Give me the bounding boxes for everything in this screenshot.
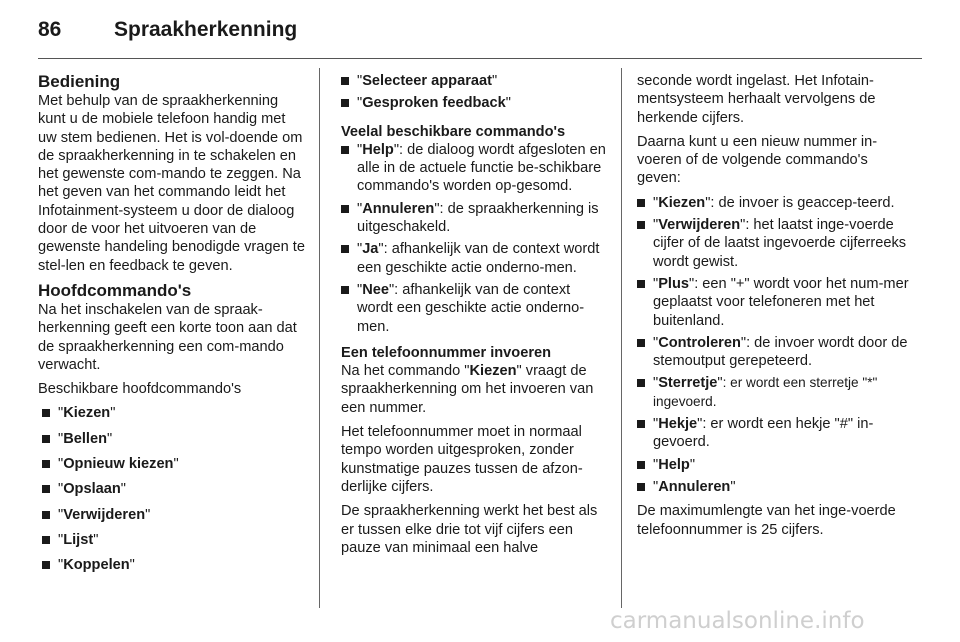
bullet-icon: [42, 409, 50, 417]
list-item: "Verwijderen": het laatst inge-voerde cijfer of de laatst ingevoerde cijferreeks wordt gewist.: [637, 216, 909, 271]
command-name: Plus: [658, 275, 690, 292]
header-rule: [38, 58, 922, 59]
command-name: Koppelen: [63, 557, 130, 574]
paragraph-telefoon-3: De spraakherkenning werkt het best als er tussen elke drie tot vijf cijfers een pauze van minimaal een halve: [341, 503, 598, 556]
list-item: "Nee": afhankelijk van de context wordt een geschikte actie onderno-men.: [341, 281, 609, 336]
list-item: "Help": [637, 456, 909, 474]
bullet-icon: [341, 146, 349, 154]
bullet-icon: [637, 339, 645, 347]
bullet-icon: [341, 205, 349, 213]
command-name: Annuleren: [362, 200, 435, 217]
column-3: [637, 72, 909, 545]
list-item: "Gesproken feedback": [341, 94, 609, 112]
bullet-icon: [637, 461, 645, 469]
command-description: : de dialoog wordt afgesloten en alle in de actuele functie be-schikbare commando's worden op-gesomd.: [357, 141, 606, 195]
list-item: "Controleren": de invoer wordt door de stemoutput gerepeteerd.: [637, 334, 909, 371]
list-item: "Kiezen": de invoer is geaccep-teerd.: [637, 194, 909, 212]
column-divider-1: [319, 68, 320, 608]
command-description: : er wordt een hekje "#" in-gevoerd.: [653, 416, 874, 451]
command-name: Kiezen: [658, 194, 706, 211]
bullet-icon: [42, 511, 50, 519]
command-description: : afhankelijk van de context wordt een geschikte actie onderno-men.: [357, 241, 600, 276]
list-item: "Kiezen": [42, 404, 308, 422]
heading-hoofdcommandos: Hoofdcommando's: [38, 280, 192, 300]
paragraph-hoofdcommandos: Na het inschakelen van de spraak-herkenning geeft een korte toon aan dat de spraakherkenning een com-mando verwacht.: [38, 301, 297, 373]
bullet-icon: [42, 460, 50, 468]
command-name: Opslaan: [63, 481, 121, 498]
command-description: : de invoer wordt door de stemoutput gerepeteerd.: [653, 334, 908, 370]
text-fragment: Na het commando ": [341, 363, 470, 380]
page-number: 86: [38, 18, 62, 41]
heading-telefoonnummer: Een telefoonnummer invoeren: [341, 344, 552, 361]
column-divider-2: [621, 68, 622, 608]
list-item: "Help": de dialoog wordt afgesloten en alle in de actuele functie be-schikbare commando's worden op-gesomd.: [341, 141, 609, 196]
bullet-icon: [637, 199, 645, 207]
bullet-icon: [637, 420, 645, 428]
list-item: "Opnieuw kiezen": [42, 455, 308, 473]
page-title: Spraakherkenning: [114, 18, 298, 41]
bullet-icon: [637, 221, 645, 229]
list-item: "Annuleren": [637, 478, 909, 496]
list-item: "Lijst": [42, 531, 308, 549]
paragraph-maximum: De maximumlengte van het inge-voerde telefoonnummer is 25 cijfers.: [637, 503, 896, 538]
command-name: Controleren: [658, 334, 741, 351]
paragraph-daarna: Daarna kunt u een nieuw nummer in-voeren of de volgende commando's geven:: [637, 133, 878, 187]
bullet-icon: [637, 379, 645, 387]
list-item: "Koppelen": [42, 556, 308, 574]
bullet-icon: [42, 536, 50, 544]
command-description: : de invoer is geaccep-teerd.: [710, 194, 895, 211]
command-name: Verwijderen: [658, 217, 741, 234]
command-name: Gesproken feedback: [362, 95, 506, 112]
list-item: "Opslaan": [42, 480, 308, 498]
command-description: : er wordt een sterretje "*" ingevoerd.: [653, 375, 878, 409]
paragraph-telefoon-1: [341, 362, 609, 417]
paragraph-continued: seconde wordt ingelast. Het Infotain-mentsysteem herhaalt vervolgens de herkende cijfers.: [637, 73, 876, 126]
bullet-icon: [42, 485, 50, 493]
bullet-icon: [341, 245, 349, 253]
paragraph-bediening: Met behulp van de spraakherkenning kunt u de mobiele telefoon handig met uw stem bedienen. Het is vol-doende om de spraakherkenning in te schakelen en het gewenste com-mando te zeggen. Na het geven van het commando leidt het Infotainment-systeem u door de dialoog door de voor het uitvoeren van de gewenste handeling benodigde vragen te stel-len en feedback te geven.: [38, 93, 305, 274]
bullet-icon: [637, 280, 645, 288]
bullet-icon: [341, 99, 349, 107]
command-name: Annuleren: [658, 478, 731, 495]
command-name: Ja: [362, 241, 379, 258]
bullet-icon: [637, 483, 645, 491]
command-name: Hekje: [658, 416, 698, 433]
list-item: "Plus": een "+" wordt voor het num-mer geplaatst voor telefoneren met het buitenland.: [637, 275, 909, 330]
text-fragment: " vraagt de spraakherkenning om het invoeren van een nummer.: [341, 363, 594, 416]
common-command-list: [341, 141, 609, 336]
list-item: "Annuleren": de spraakherkenning is uitgeschakeld.: [341, 200, 609, 237]
bullet-icon: [42, 561, 50, 569]
list-item: "Ja": afhankelijk van de context wordt een geschikte actie onderno-men.: [341, 240, 609, 277]
list-item: "Selecteer apparaat": [341, 72, 609, 90]
column-1: [38, 72, 308, 582]
main-command-list: [38, 404, 308, 574]
list-item: "Hekje": er wordt een hekje "#" in-gevoerd.: [637, 415, 909, 452]
list-item: "Verwijderen": [42, 506, 308, 524]
command-description: : de spraakherkenning is uitgeschakeld.: [357, 200, 599, 236]
command-name: Bellen: [63, 430, 107, 447]
bullet-icon: [42, 435, 50, 443]
command-name: Opnieuw kiezen: [63, 456, 174, 473]
bullet-icon: [341, 286, 349, 294]
command-name: Sterretje: [658, 375, 718, 392]
paragraph-telefoon-2: Het telefoonnummer moet in normaal tempo worden uitgesproken, zonder kunstmatige pauzes tussen de afzon-derlijke cijfers.: [341, 424, 583, 495]
command-name: Help: [658, 456, 690, 473]
command-description: : het laatst inge-voerde cijfer of de laatst ingevoerde cijferreeks wordt gewist.: [653, 217, 907, 270]
command-description: : afhankelijk van de context wordt een geschikte actie onderno-men.: [357, 281, 585, 335]
watermark: carmanualsonline.info: [610, 608, 865, 634]
number-command-list: [637, 194, 909, 496]
command-description: : een "+" wordt voor het num-mer geplaatst voor telefoneren met het buitenland.: [653, 275, 909, 329]
top-command-list: [341, 72, 609, 113]
command-name: Nee: [362, 281, 389, 298]
command-name: Lijst: [63, 531, 94, 548]
list-item: "Bellen": [42, 430, 308, 448]
heading-veelal: Veelal beschikbare commando's: [341, 123, 566, 140]
list-item: "Sterretje": er wordt een sterretje "*" ingevoerd.: [637, 374, 909, 411]
command-name: Kiezen: [63, 405, 111, 422]
command-name: Verwijderen: [63, 506, 146, 523]
command-name: Selecteer apparaat: [362, 73, 492, 89]
column-2: [341, 72, 609, 563]
bullet-icon: [341, 77, 349, 85]
paragraph-beschikbaar: Beschikbare hoofdcommando's: [38, 381, 242, 398]
heading-bediening: Bediening: [38, 72, 121, 91]
command-name: Help: [362, 141, 394, 158]
command-name: Kiezen: [469, 363, 517, 380]
